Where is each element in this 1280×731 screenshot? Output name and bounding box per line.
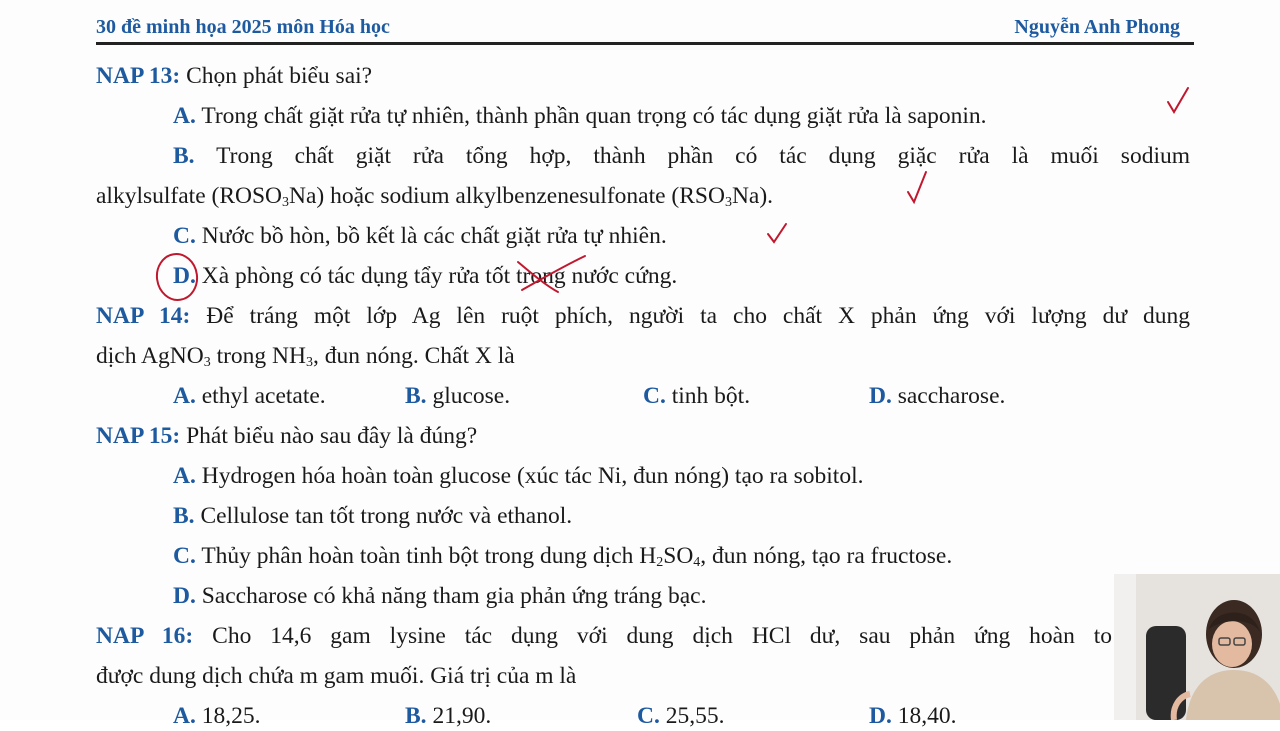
question-14-stem-line1 [96,301,1190,331]
option-text: Na) hoặc sodium alkylbenzenesulfonate (RSO [289,183,725,209]
q15-option-b [173,501,572,531]
header-title: 30 đề minh họa 2025 môn Hóa học [96,16,390,38]
q13-option-a [173,101,987,131]
option-text: Trong chất giặt rửa tổng hợp, thành phần có tác dụng giặc rửa là muối sodium [216,143,1190,169]
header-author: Nguyễn Anh Phong [1014,16,1180,38]
option-text: Nước bồ hòn, bồ kết là các chất giặt rửa tự nhiên. [201,223,667,249]
q13-option-b-line1 [173,141,1190,171]
question-text: trong NH [210,343,306,369]
subscript: 2 [656,555,664,570]
checkmark-icon [908,172,926,202]
option-text: 18,40. [897,703,957,729]
question-text: được dung dịch chứa m gam muối. Giá trị của m là [96,663,577,689]
option-letter: D. [869,703,892,729]
q15-option-c [173,541,952,571]
option-letter: A. [173,103,196,129]
option-text: glucose. [432,383,511,409]
q13-option-b-line2 [96,181,773,211]
option-letter: C. [643,383,666,409]
option-letter: C. [173,223,196,249]
option-text: Na). [731,183,774,209]
q13-option-d [173,261,677,291]
option-text: 21,90. [432,703,492,729]
option-letter: C. [637,703,660,729]
option-letter: D. [173,263,196,289]
q16-option-a [173,701,260,731]
option-text: alkylsulfate (ROSO [96,183,283,209]
option-text: Trong chất giặt rửa tự nhiên, thành phần quan trọng có tác dụng giặt rửa là saponin. [201,103,987,129]
question-number: NAP 15: [96,423,181,449]
question-text: Chọn phát biểu sai? [186,63,373,89]
subscript: 3 [306,355,313,370]
question-16-stem-line1 [96,621,1112,651]
q14-option-c [643,381,750,411]
option-letter: D. [173,583,196,609]
q14-option-d [869,381,1005,411]
question-text: Cho 14,6 gam lysine tác dụng với dung dịch HCl dư, sau phản ứng hoàn to [212,623,1113,649]
checkmark-icon [768,224,786,242]
option-text: , đun nóng, tạo ra fructose. [700,543,953,569]
option-text: Saccharose có khả năng tham gia phản ứng tráng bạc. [201,583,707,609]
option-letter: B. [173,503,195,529]
option-text: saccharose. [897,383,1006,409]
q15-option-d [173,581,706,611]
option-text: ethyl acetate. [201,383,326,409]
option-text: Cellulose tan tốt trong nước và ethanol. [200,503,573,529]
question-text: dịch AgNO [96,343,204,369]
question-text: Để tráng một lớp Ag lên ruột phích, người ta cho chất X phản ứng với lượng dư dung [206,303,1191,329]
presenter-video-icon [1114,574,1280,720]
option-letter: A. [173,463,196,489]
option-letter: B. [405,703,427,729]
question-13-stem [96,61,372,91]
option-letter: A. [173,703,196,729]
question-text: , đun nóng. Chất X là [313,343,515,369]
question-15-stem [96,421,477,451]
subscript: 3 [724,195,732,210]
option-letter: D. [869,383,892,409]
q16-option-c [637,701,724,731]
question-number: NAP 16: [96,623,194,649]
option-text: tinh bột. [671,383,751,409]
option-text: Thủy phân hoàn toàn tinh bột trong dung dịch H [201,543,657,569]
q14-option-a [173,381,326,411]
question-text: Phát biểu nào sau đây là đúng? [186,423,478,449]
question-number: NAP 13: [96,63,181,89]
subscript: 3 [203,355,211,370]
option-text: 18,25. [201,703,261,729]
option-letter: B. [405,383,427,409]
question-number: NAP 14: [96,303,191,329]
option-text: Xà phòng có tác dụng tẩy rửa tốt trong nước cứng. [201,263,678,289]
q16-option-b [405,701,491,731]
checkmark-icon [1168,88,1188,112]
option-letter: A. [173,383,196,409]
question-14-stem-line2 [96,341,515,371]
subscript: 4 [693,555,701,570]
option-text: Hydrogen hóa hoàn toàn glucose (xúc tác Ni, đun nóng) tạo ra sobitol. [201,463,864,489]
question-16-stem-line2 [96,661,576,691]
subscript: 3 [282,195,290,210]
q15-option-a [173,461,864,491]
webcam-overlay [1114,574,1280,720]
q13-option-c [173,221,667,251]
option-letter: B. [173,143,195,169]
q16-option-d [869,701,956,731]
page-header [96,14,1194,45]
option-letter: C. [173,543,196,569]
q14-option-b [405,381,510,411]
option-text: 25,55. [665,703,725,729]
option-text: SO [663,543,694,569]
